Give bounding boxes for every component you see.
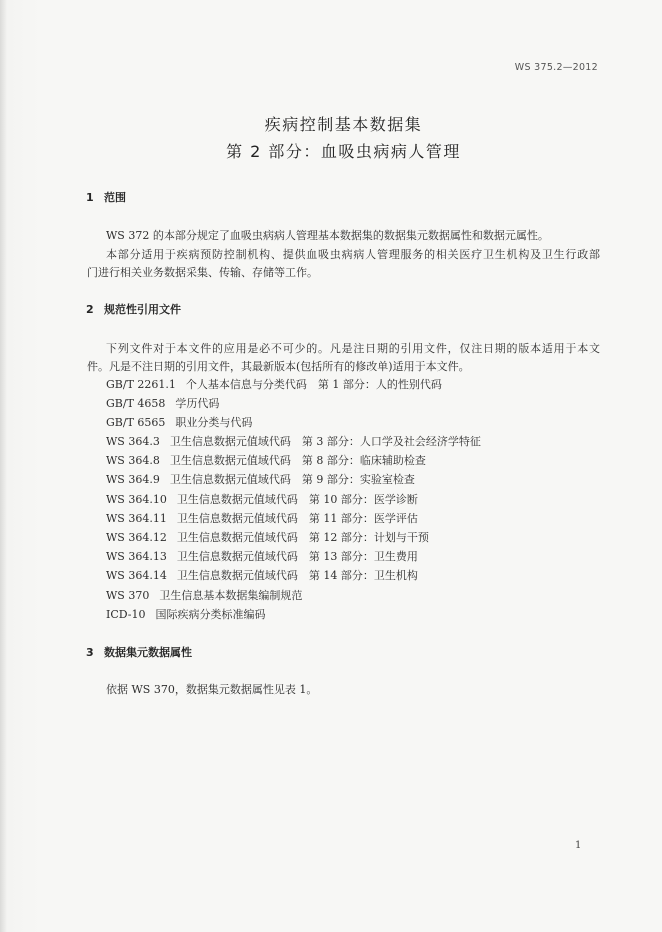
reference-code: GB/T 6565: [106, 416, 166, 429]
reference-item: [106, 493, 418, 507]
section-number: 1: [86, 191, 94, 204]
paragraph-line: 门进行相关业务数据采集、传输、存储等工作。: [87, 266, 318, 279]
reference-title: 学历代码: [175, 397, 220, 410]
reference-item: [106, 589, 302, 603]
reference-title: 国际疾病分类标准编码: [155, 608, 266, 621]
section-heading: [86, 646, 192, 660]
reference-code: ICD-10: [106, 608, 146, 621]
reference-code: WS 364.10: [106, 493, 167, 506]
reference-code: GB/T 2261.1: [106, 378, 176, 391]
reference-code: WS 364.13: [106, 550, 167, 563]
reference-title: 卫生信息数据元值域代码 第 11 部分：医学评估: [176, 512, 418, 525]
paragraph-line: 下列文件对于本文件的应用是必不可少的。凡是注日期的引用文件，仅注日期的版本适用于本文: [106, 342, 600, 355]
paragraph-line: 依据 WS 370，数据集元数据属性见表 1。: [106, 683, 318, 696]
reference-title: 个人基本信息与分类代码 第 1 部分：人的性别代码: [185, 378, 442, 391]
reference-item: [106, 473, 415, 487]
reference-item: [106, 569, 418, 583]
reference-item: [106, 454, 426, 468]
section-number: 3: [86, 646, 94, 659]
section-title: 数据集元数据属性: [104, 646, 192, 659]
reference-code: GB/T 4658: [106, 397, 166, 410]
reference-item: [106, 397, 219, 411]
section-heading: [86, 303, 181, 317]
reference-item: [106, 378, 442, 392]
reference-code: WS 370: [106, 589, 150, 602]
section-number: 2: [86, 303, 94, 316]
reference-item: [106, 416, 252, 430]
reference-code: WS 364.3: [106, 435, 160, 448]
reference-item: [106, 531, 429, 545]
document-title-line-1: 疾病控制基本数据集: [264, 115, 423, 134]
reference-title: 卫生信息数据元值域代码 第 10 部分：医学诊断: [176, 493, 418, 506]
reference-item: [106, 435, 481, 449]
reference-title: 卫生信息数据元值域代码 第 3 部分：人口学及社会经济学特征: [169, 435, 481, 448]
reference-item: [106, 512, 418, 526]
reference-code: WS 364.8: [106, 454, 160, 467]
document-title-line-2: 第 2 部分：血吸虫病病人管理: [226, 142, 461, 161]
page-number: 1: [575, 840, 582, 851]
section-title: 规范性引用文件: [104, 303, 181, 316]
paragraph-line: WS 372 的本部分规定了血吸虫病病人管理基本数据集的数据集元数据属性和数据元属性。: [106, 229, 549, 242]
paragraph-line: 件。凡是不注日期的引用文件，其最新版本(包括所有的修改单)适用于本文件。: [87, 360, 470, 373]
reference-title: 卫生信息数据元值域代码 第 9 部分：实验室检查: [169, 473, 415, 486]
reference-title: 卫生信息数据元值域代码 第 13 部分：卫生费用: [176, 550, 418, 563]
section-title: 范围: [104, 191, 126, 204]
reference-code: WS 364.11: [106, 512, 167, 525]
reference-item: [106, 608, 266, 622]
reference-title: 卫生信息数据元值域代码 第 8 部分：临床辅助检查: [169, 454, 426, 467]
reference-code: WS 364.14: [106, 569, 167, 582]
reference-title: 卫生信息基本数据集编制规范: [159, 589, 303, 602]
reference-title: 卫生信息数据元值域代码 第 14 部分：卫生机构: [176, 569, 418, 582]
reference-item: [106, 550, 418, 564]
section-heading: [86, 191, 126, 205]
reference-title: 卫生信息数据元值域代码 第 12 部分：计划与干预: [176, 531, 429, 544]
standard-code-header: WS 375.2—2012: [514, 62, 598, 73]
reference-code: WS 364.9: [106, 473, 160, 486]
reference-code: WS 364.12: [106, 531, 167, 544]
paragraph-line: 本部分适用于疾病预防控制机构、提供血吸虫病病人管理服务的相关医疗卫生机构及卫生行政部: [106, 248, 600, 261]
reference-title: 职业分类与代码: [175, 416, 253, 429]
